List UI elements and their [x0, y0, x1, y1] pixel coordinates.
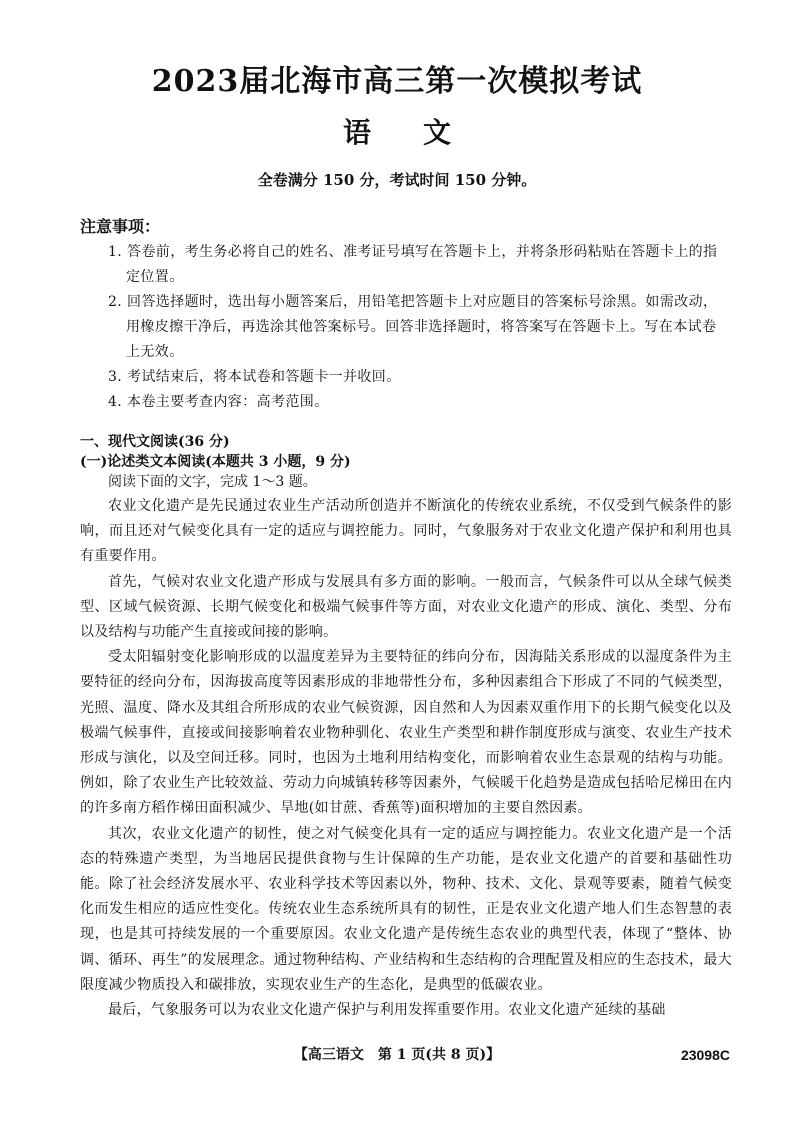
- passage-paragraph-2: 首先，气候对农业文化遗产形成与发展具有多方面的影响。一般而言，气候条件可以从全球气候类型、区域气候资源、长期气候变化和极端气候事件等方面，对农业文化遗产的形成、演化、类型、分布以及结构与功能产生直接或间接的影响。: [80, 573, 732, 641]
- notice-item-2: 2. 回答选择题时，选出每小题答案后，用铅笔把答题卡上对应题目的答案标号涂黑。如需改动，用橡皮擦干净后，再选涂其他答案标号。回答非选择题时，将答案写在答题卡上。写在本试卷上无效。: [108, 294, 718, 360]
- notice-item-3: 3. 考试结束后，将本试卷和答题卡一并收回。: [108, 369, 401, 385]
- subsection-title: (一)论述类文本阅读(本题共 3 小题，9 分): [80, 454, 351, 470]
- page-footer: [0, 1044, 794, 1066]
- passage-paragraph-3: 受太阳辐射变化影响形成的以温度差异为主要特征的纬向分布，因海陆关系形成的以湿度条件为主要特征的经向分布，因海拔高度等因素形成的非地带性分布，多种因素组合下形成了不同的气候类型，光照、温度、降水及其组合所形成的农业气候资源，因自然和人为因素双重作用下的长期气候变化以及极端气候事件，直接或间接影响着农业物种驯化、农业生产类型和耕作制度形成与演变、农业生产技术形成与演化，以及空间迁移。同时，也因为土地利用结构变化，而影响着农业生态景观的结构与功能。例如，除了农业生产比较效益、劳动力向城镇转移等因素外，气候暖干化趋势是造成包括哈尼梯田在内的许多南方稻作梯田面积减少、旱地(如甘蔗、香蕉等)面积增加的主要自然因素。: [80, 649, 732, 817]
- notice-item-1: 1. 答卷前，考生务必将自己的姓名、准考证号填写在答题卡上，并将条形码粘贴在答题卡上的指定位置。: [108, 244, 718, 285]
- notice-section: [80, 216, 725, 415]
- subject-char-2: 文: [423, 116, 452, 149]
- passage-paragraph-4: 其次，农业文化遗产的韧性，使之对气候变化具有一定的适应与调控能力。农业文化遗产是一个活态的特殊遗产类型，为当地居民提供食物与生计保障的生产功能，是农业文化遗产的首要和基础性功能。除了社会经济发展水平、农业科学技术等因素以外，物种、技术、文化、景观等要素，随着气候变化而发生相应的适应性变化。传统农业生态系统所具有的韧性，正是农业文化遗产地人们生态智慧的表现，也是其可持续发展的一个重要原因。农业文化遗产是传统生态农业的典型代表，体现了“整体、协调、循环、再生”的发展理念。通过物种结构、产业结构和生态结构的合理配置及相应的生态技术，最大限度减少物质投入和碳排放，实现农业生产的生态化，是典型的低碳农业。: [80, 825, 732, 993]
- passage-paragraph-1: 农业文化遗产是先民通过农业生产活动所创造并不断演化的传统农业系统，不仅受到气候条件的影响，而且还对气候变化具有一定的适应与调控能力。同时，气象服务对于农业文化遗产保护和利用也具有重要作用。: [80, 498, 732, 565]
- notice-item-4: 4. 本卷主要考查内容：高考范围。: [108, 394, 329, 410]
- subject-char-1: 语: [342, 116, 371, 149]
- passage-paragraph-5: 最后，气象服务可以为农业文化遗产保护与利用发挥重要作用。农业文化遗产延续的基础: [108, 1002, 666, 1019]
- reading-passage: [80, 494, 732, 1023]
- subject-title: [0, 116, 794, 150]
- section-header: [80, 432, 730, 492]
- score-time-line: 全卷满分 150 分，考试时间 150 分钟。: [257, 171, 537, 189]
- exam-title: 2023届北海市高三第一次模拟考试: [151, 64, 643, 99]
- footer-exam-code: 23098C: [680, 1047, 730, 1063]
- reading-instruction: 阅读下面的文字，完成 1～3 题。: [108, 474, 317, 490]
- notice-title: 注意事项：: [80, 217, 161, 236]
- section-title: 一、现代文阅读(36 分): [80, 434, 230, 450]
- footer-page-label: 【高三语文 第 1 页(共 8 页)】: [293, 1047, 501, 1063]
